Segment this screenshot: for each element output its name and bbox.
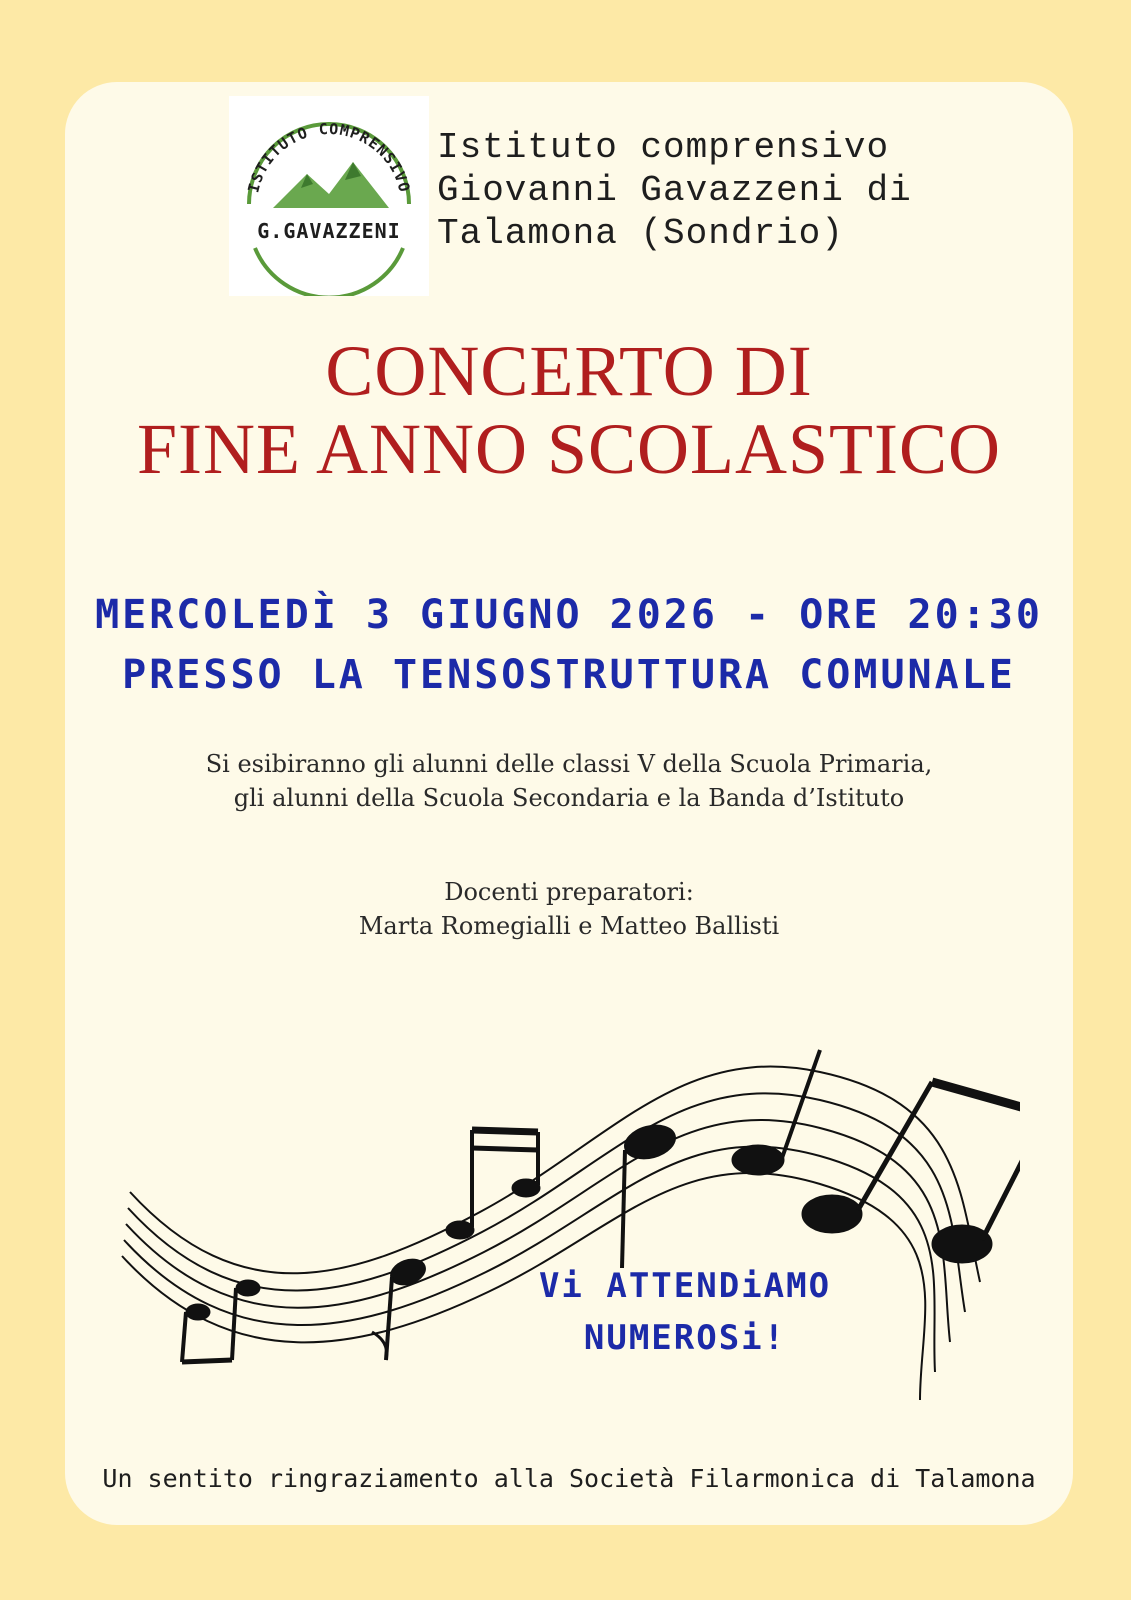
poster-card [65, 82, 1073, 1525]
logo-name: G.GAVAZZENI [257, 219, 401, 243]
mountain-logo-icon [229, 96, 429, 296]
svg-text:ISTITUTO COMPRENSIVO [244, 120, 413, 195]
closing-line-1: Vi ATTENDiAMO [538, 1266, 832, 1306]
closing-line-2: NUMEROSi! [583, 1318, 787, 1358]
performers-line-2: gli alunni della Scuola Secondaria e la Banda d’Istituto [233, 784, 905, 812]
title-line-1: CONCERTO DI [325, 331, 813, 411]
school-name-line-3: Talamona (Sondrio) [437, 213, 844, 254]
teachers-names: Marta Romegialli e Matteo Ballisti [358, 912, 780, 940]
title-line-2: FINE ANNO SCOLASTICO [136, 409, 1002, 489]
concert-title [65, 332, 1073, 488]
event-details [65, 585, 1073, 705]
performers-text [65, 747, 1073, 815]
school-name-line-1: Istituto comprensivo [437, 127, 890, 168]
closing-message [485, 1260, 885, 1364]
thanks-text: Un sentito ringraziamento alla Società Filarmonica di Talamona [102, 1464, 1036, 1493]
teachers-text [65, 875, 1073, 943]
logo-arc-text: ISTITUTO COMPRENSIVO [244, 119, 414, 195]
teachers-label: Docenti preparatori: [444, 878, 694, 906]
school-logo [229, 96, 429, 296]
school-name-line-2: Giovanni Gavazzeni di [437, 170, 912, 211]
school-name [437, 126, 1037, 255]
performers-line-1: Si esibiranno gli alunni delle classi V della Scuola Primaria, [205, 750, 933, 778]
event-date: MERCOLEDÌ 3 GIUGNO 2026 - ORE 20:30 [95, 592, 1043, 638]
event-venue: PRESSO LA TENSOSTRUTTURA COMUNALE [122, 652, 1016, 698]
